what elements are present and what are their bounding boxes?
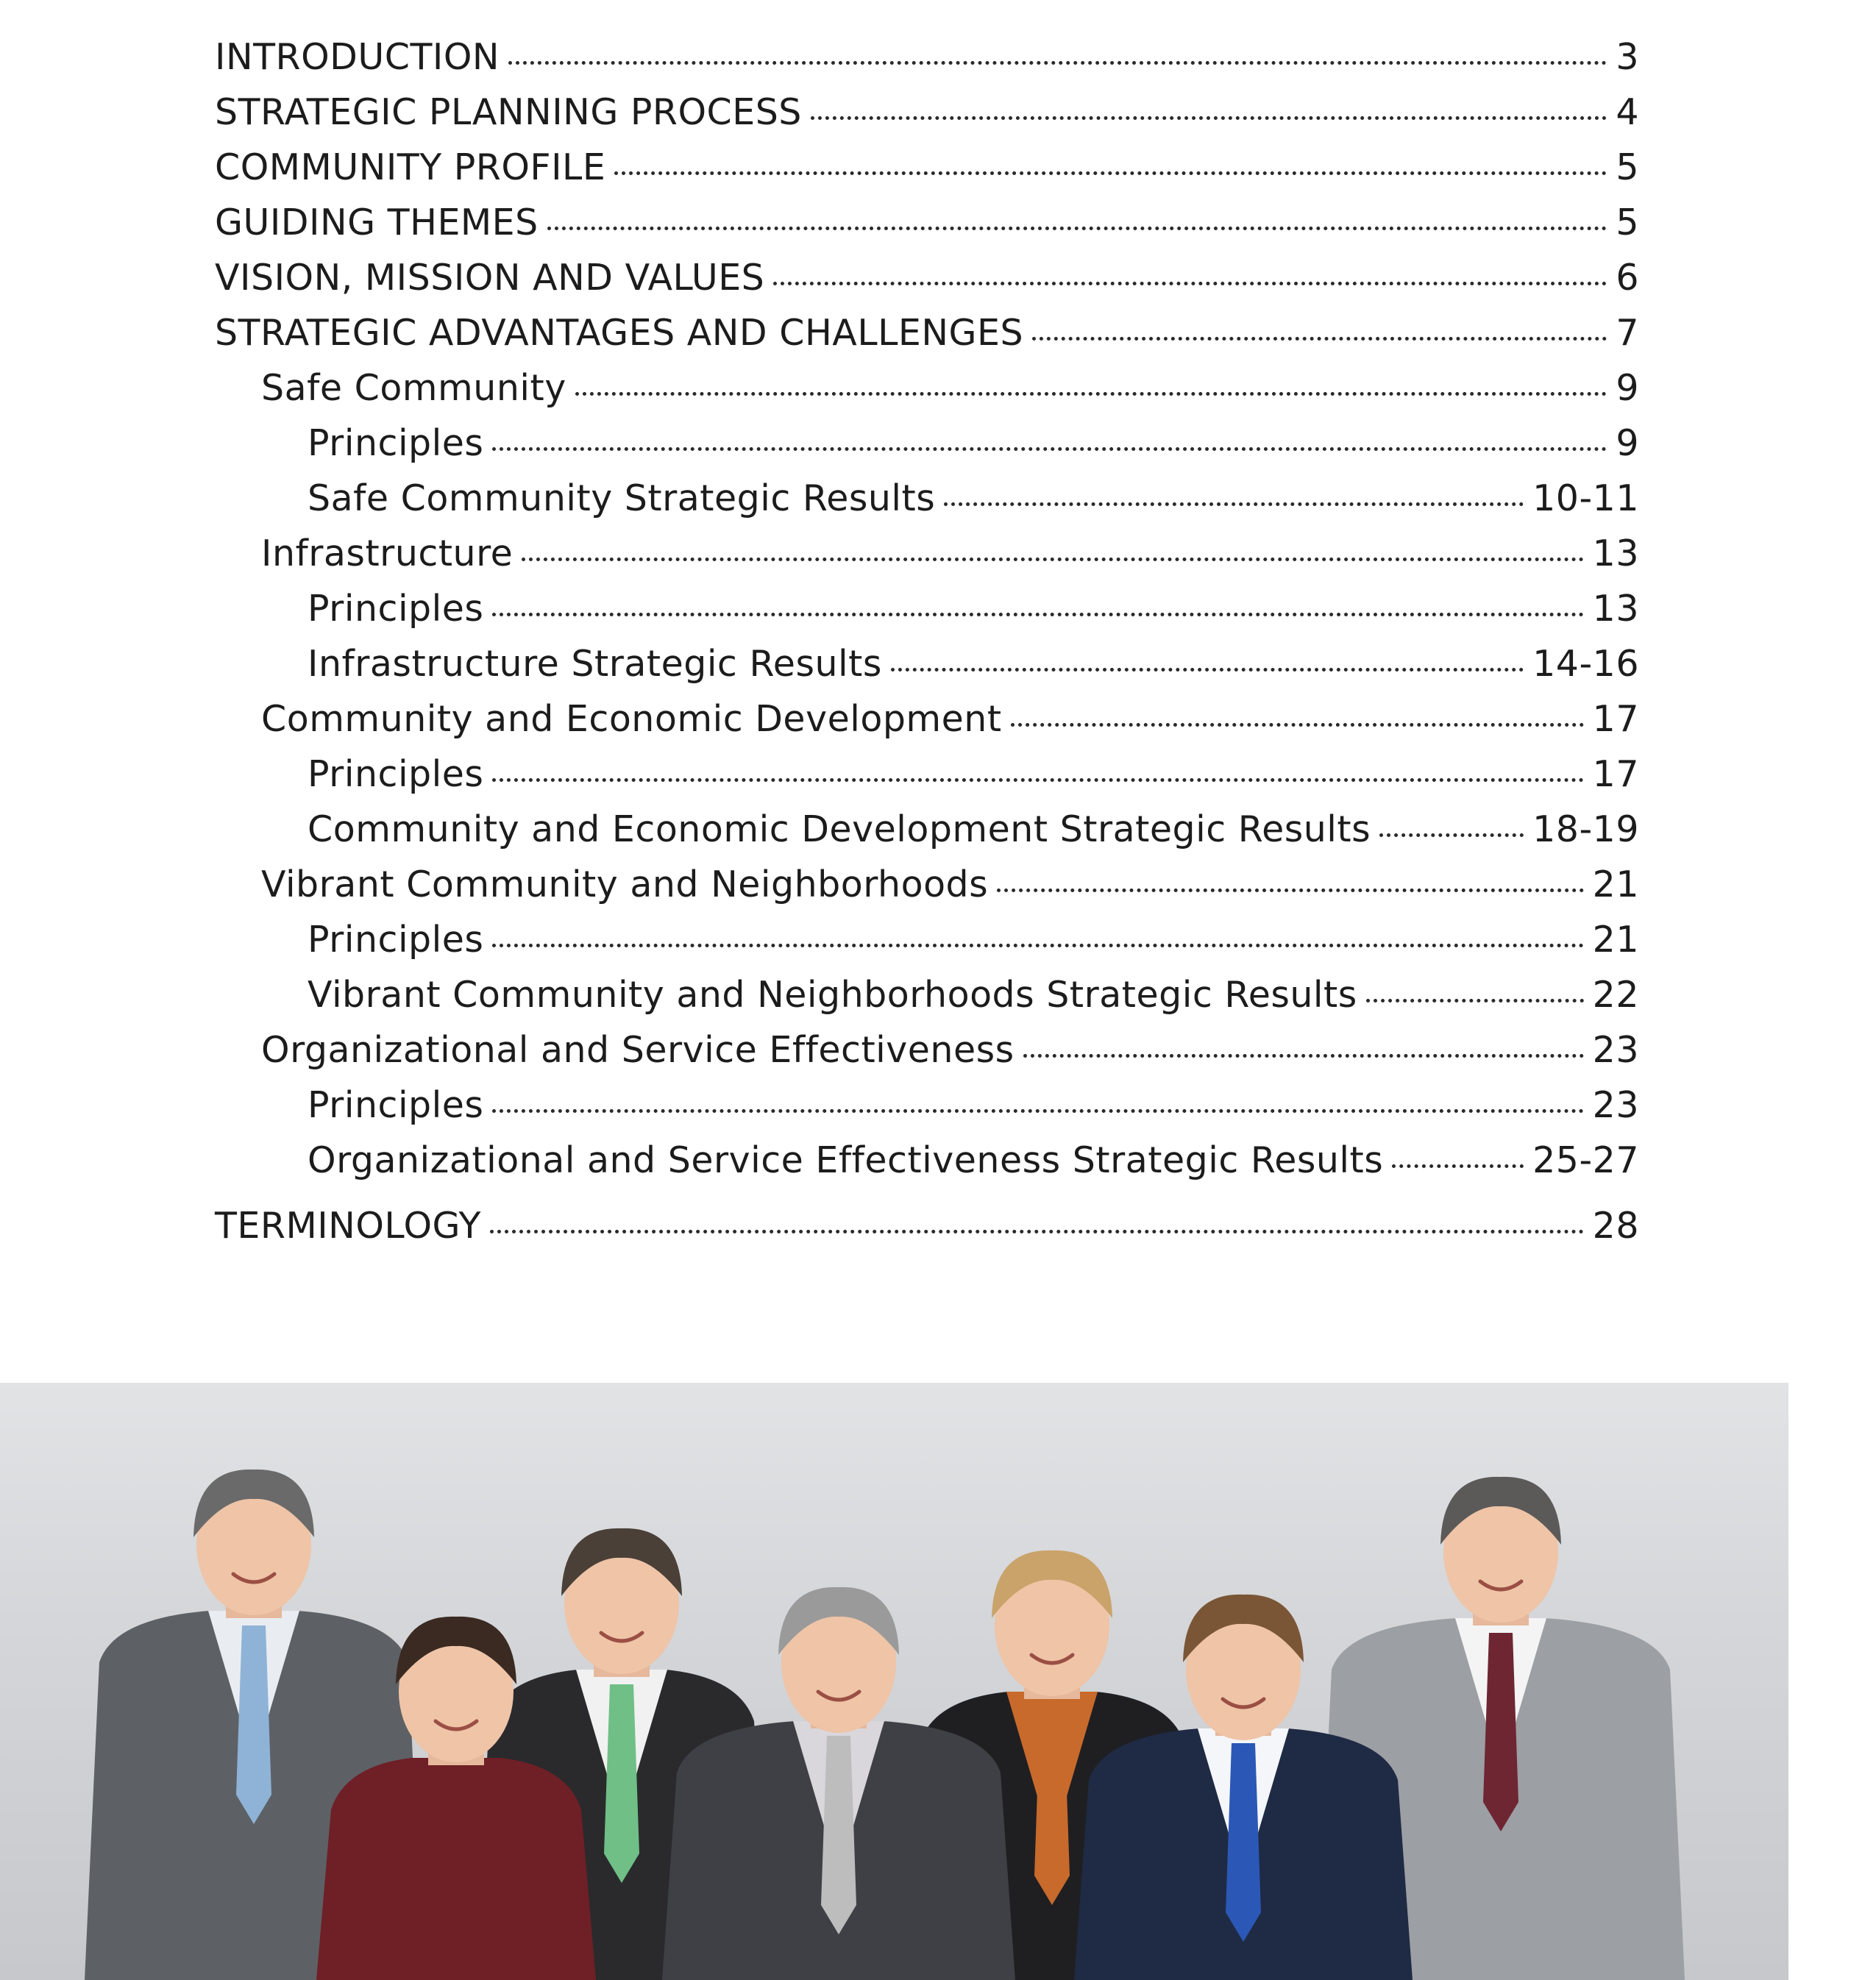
toc-entry[interactable] <box>215 802 1639 857</box>
toc-entry-title: Principles <box>308 919 484 961</box>
toc-entry[interactable] <box>215 140 1639 195</box>
toc-entry[interactable] <box>215 1198 1639 1253</box>
toc-entry[interactable] <box>215 305 1639 360</box>
toc-entry-title: Community and Economic Development Strategic Results <box>308 808 1371 850</box>
toc-entry-page: 5 <box>1616 146 1639 188</box>
toc-dot-leader <box>891 668 1524 672</box>
toc-dot-leader <box>1392 1164 1524 1168</box>
toc-entry-title: Infrastructure Strategic Results <box>308 643 882 685</box>
toc-entry[interactable] <box>215 195 1639 250</box>
person-tie <box>236 1625 271 1824</box>
toc-entry-page: 18-19 <box>1532 808 1639 850</box>
toc-dot-leader <box>492 944 1583 947</box>
toc-entry[interactable] <box>215 1022 1639 1078</box>
person-tie <box>1034 1706 1070 1905</box>
toc-entry-title: Organizational and Service Effectiveness Strategic Results <box>308 1139 1384 1181</box>
toc-entry-page: 10-11 <box>1532 477 1639 519</box>
toc-entry[interactable] <box>215 912 1639 967</box>
toc-entry-title: VISION, MISSION AND VALUES <box>215 257 765 299</box>
toc-dot-leader <box>811 116 1607 120</box>
toc-dot-leader <box>492 778 1583 782</box>
person-tie <box>604 1684 639 1883</box>
toc-entry-page: 17 <box>1592 698 1639 740</box>
toc-entry-title: Principles <box>308 588 484 630</box>
toc-entry-title: STRATEGIC ADVANTAGES AND CHALLENGES <box>215 312 1024 354</box>
toc-entry-page: 9 <box>1616 422 1639 464</box>
toc-dot-leader <box>1023 1054 1584 1058</box>
person-tie <box>821 1736 856 1934</box>
toc-dot-leader <box>508 61 1607 65</box>
group-portrait-photo <box>0 1383 1788 1980</box>
toc-entry-page: 9 <box>1616 367 1639 409</box>
toc-entry[interactable] <box>215 857 1639 912</box>
toc-entry-title: Vibrant Community and Neighborhoods Strategic Results <box>308 974 1357 1016</box>
table-of-contents <box>215 29 1639 1253</box>
toc-dot-leader <box>1366 999 1584 1003</box>
toc-entry-title: Principles <box>308 753 484 795</box>
toc-entry[interactable] <box>215 250 1639 305</box>
toc-entry[interactable] <box>215 967 1639 1022</box>
toc-entry[interactable] <box>215 581 1639 636</box>
toc-entry-title: COMMUNITY PROFILE <box>215 146 606 188</box>
toc-entry-title: Community and Economic Development <box>261 698 1002 740</box>
toc-entry[interactable] <box>215 1133 1639 1188</box>
toc-entry-page: 6 <box>1616 257 1639 299</box>
toc-entry-page: 23 <box>1592 1084 1639 1126</box>
toc-entry-title: TERMINOLOGY <box>215 1205 481 1247</box>
toc-entry-page: 4 <box>1616 91 1639 133</box>
person-tie <box>1483 1633 1518 1831</box>
toc-entry-page: 13 <box>1592 588 1639 630</box>
toc-entry-page: 28 <box>1592 1205 1639 1247</box>
toc-entry-title: Safe Community Strategic Results <box>308 477 936 519</box>
toc-entry-page: 25-27 <box>1532 1139 1639 1181</box>
toc-entry[interactable] <box>215 416 1639 471</box>
toc-entry[interactable] <box>215 1078 1639 1133</box>
toc-entry[interactable] <box>215 526 1639 581</box>
toc-entry-page: 13 <box>1592 533 1639 574</box>
toc-dot-leader <box>1011 723 1584 727</box>
group-portrait-illustration <box>0 1383 1788 1980</box>
toc-entry-page: 14-16 <box>1532 643 1639 685</box>
person-tie <box>438 1773 474 1971</box>
toc-dot-leader <box>1379 833 1524 837</box>
toc-dot-leader <box>997 888 1583 892</box>
toc-dot-leader <box>1032 337 1607 341</box>
toc-entry[interactable] <box>215 636 1639 691</box>
toc-entry-title: Infrastructure <box>261 533 514 574</box>
toc-entry-page: 22 <box>1592 974 1639 1016</box>
toc-entry-title: Vibrant Community and Neighborhoods <box>261 863 989 905</box>
toc-dot-leader <box>490 1230 1584 1233</box>
toc-entry[interactable] <box>215 360 1639 416</box>
toc-dot-leader <box>492 613 1583 616</box>
toc-entry[interactable] <box>215 471 1639 526</box>
toc-entry[interactable] <box>215 29 1639 85</box>
toc-dot-leader <box>522 558 1583 561</box>
toc-entry-page: 21 <box>1592 863 1639 905</box>
toc-entry-page: 3 <box>1616 36 1639 78</box>
toc-entry-title: Principles <box>308 1084 484 1126</box>
toc-entry-title: STRATEGIC PLANNING PROCESS <box>215 91 802 133</box>
toc-dot-leader <box>614 171 1607 175</box>
toc-entry[interactable] <box>215 85 1639 140</box>
person-tie <box>1226 1743 1261 1942</box>
toc-entry-title: Safe Community <box>261 367 566 409</box>
toc-dot-leader <box>492 1109 1583 1113</box>
toc-entry-page: 17 <box>1592 753 1639 795</box>
toc-entry[interactable] <box>215 691 1639 747</box>
toc-entry-title: Principles <box>308 422 484 464</box>
toc-entry-page: 7 <box>1616 312 1639 354</box>
toc-dot-leader <box>773 282 1607 285</box>
toc-entry-page: 23 <box>1592 1029 1639 1071</box>
toc-dot-leader <box>575 392 1607 396</box>
toc-entry-page: 21 <box>1592 919 1639 961</box>
toc-dot-leader <box>492 447 1607 451</box>
toc-entry-title: GUIDING THEMES <box>215 202 539 243</box>
toc-entry-title: INTRODUCTION <box>215 36 500 78</box>
toc-dot-leader <box>944 502 1524 506</box>
toc-entry-page: 5 <box>1616 202 1639 243</box>
toc-entry-title: Organizational and Service Effectiveness <box>261 1029 1015 1071</box>
toc-entry[interactable] <box>215 747 1639 802</box>
toc-dot-leader <box>547 227 1607 230</box>
